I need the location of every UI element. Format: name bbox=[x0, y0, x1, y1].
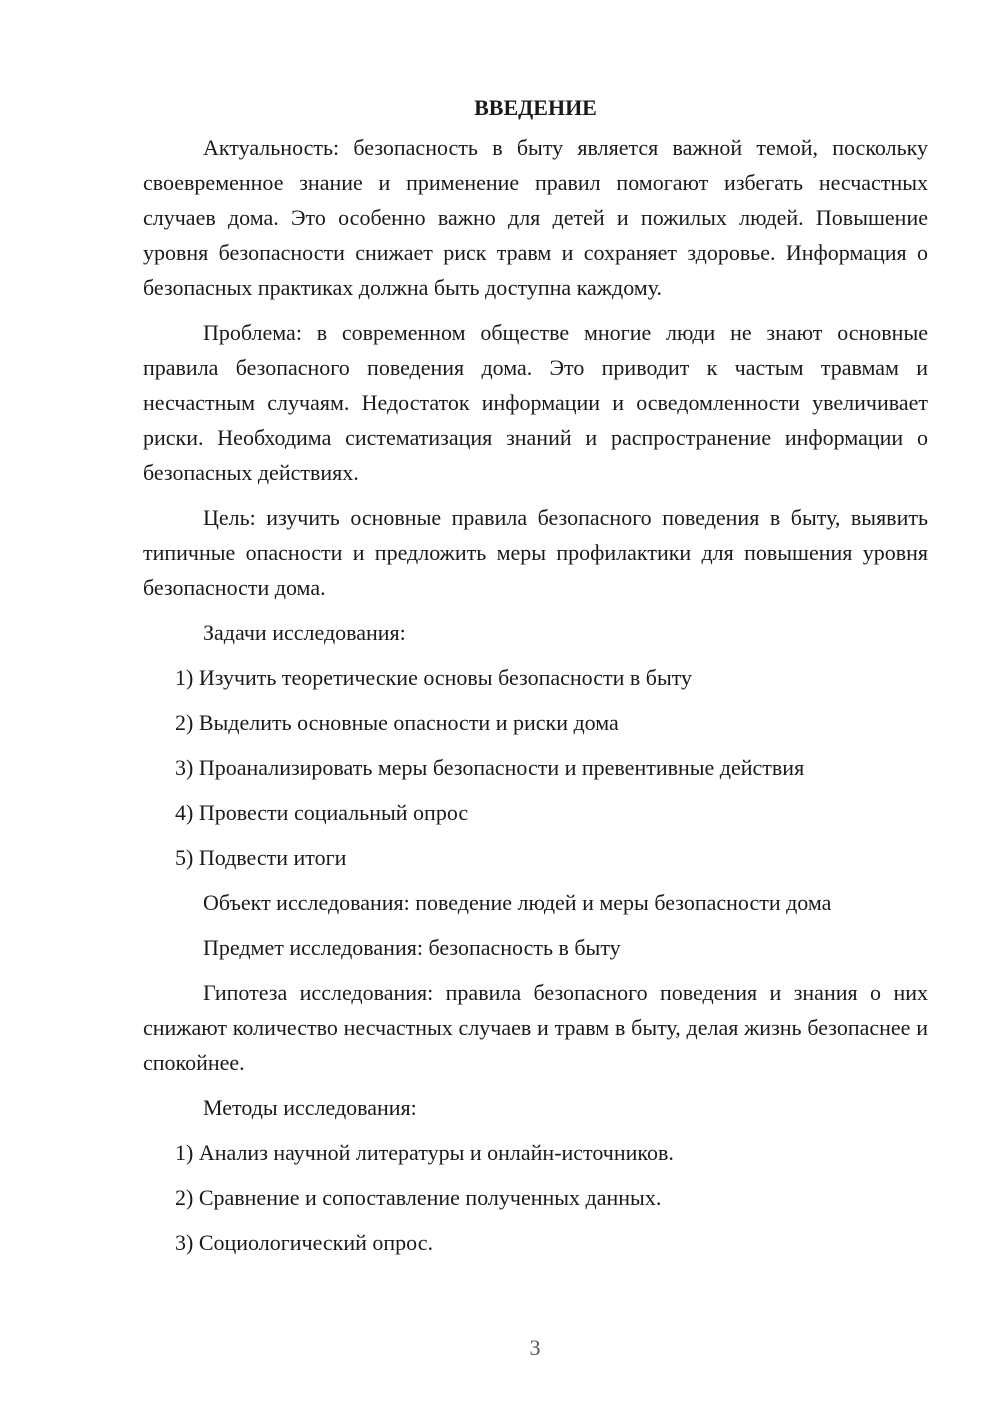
research-subject: Предмет исследования: безопасность в быту bbox=[203, 935, 621, 960]
methods-heading: Методы исследования: bbox=[203, 1095, 417, 1120]
paragraph-goal: Цель: изучить основные правила безопасного поведения в быту, выявить типичные опасности и предложить меры профилактики для повышения уровня безопасности дома. bbox=[143, 505, 928, 600]
task-item: 2) Выделить основные опасности и риски дома bbox=[175, 710, 619, 735]
task-item: 3) Проанализировать меры безопасности и превентивные действия bbox=[175, 755, 805, 780]
paragraph-relevance: Актуальность: безопасность в быту является важной темой, поскольку своевременное знание и применение правил помогают избегать несчастных случаев дома. Это особенно важно для детей и пожилых людей. Повышение уровня безопасности снижает риск травм и сохраняет здоровье. Информация о безопасных практиках должна быть доступна каждому. bbox=[143, 135, 928, 300]
paragraph-problem: Проблема: в современном обществе многие люди не знают основные правила безопасного поведения дома. Это приводит к частым травмам и несчастным случаям. Недостаток информации и осведомленности увеличивает риски. Необходима систематизация знаний и распространение информации о безопасных действиях. bbox=[143, 320, 928, 485]
tasks-heading: Задачи исследования: bbox=[203, 620, 406, 645]
method-item: 3) Социологический опрос. bbox=[175, 1230, 433, 1255]
research-object: Объект исследования: поведение людей и меры безопасности дома bbox=[203, 890, 832, 915]
research-hypothesis: Гипотеза исследования: правила безопасного поведения и знания о них снижают количество несчастных случаев и травм в быту, делая жизнь безопаснее и спокойнее. bbox=[143, 980, 928, 1075]
task-item: 5) Подвести итоги bbox=[175, 845, 347, 870]
task-item: 4) Провести социальный опрос bbox=[175, 800, 469, 825]
document-page bbox=[143, 90, 928, 1260]
method-item: 1) Анализ научной литературы и онлайн-источников. bbox=[175, 1140, 674, 1165]
method-item: 2) Сравнение и сопоставление полученных данных. bbox=[175, 1185, 662, 1210]
section-title: ВВЕДЕНИЕ bbox=[474, 95, 597, 120]
page-number: 3 bbox=[529, 1335, 541, 1360]
task-item: 1) Изучить теоретические основы безопасности в быту bbox=[175, 665, 693, 690]
